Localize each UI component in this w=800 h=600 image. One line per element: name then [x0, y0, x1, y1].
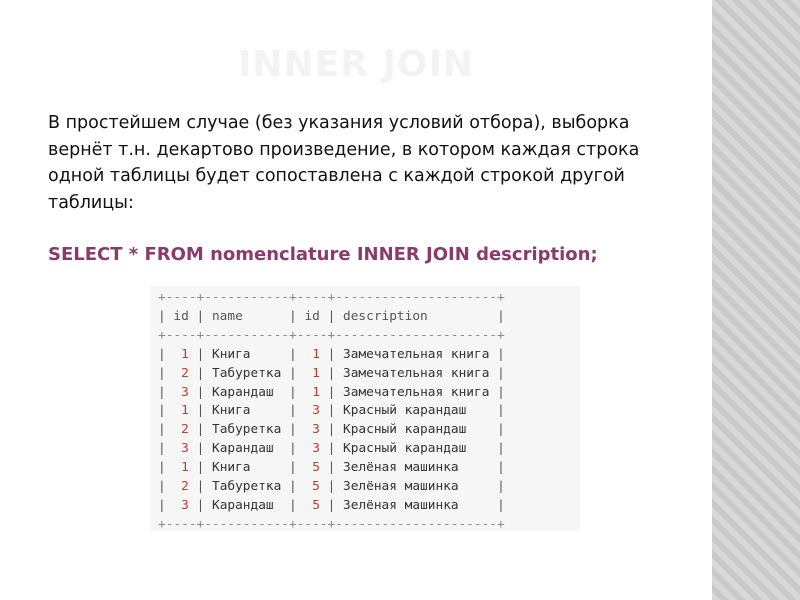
table-cell: 2 — [181, 479, 189, 495]
column-divider: | — [319, 441, 344, 457]
column-divider: | — [281, 346, 305, 362]
sql-query: SELECT * FROM nomenclature INNER JOIN description; — [48, 244, 598, 265]
column-divider: | — [158, 460, 174, 476]
table-cell: 3 — [181, 384, 189, 400]
table-cell: Красный карандаш — [343, 441, 467, 457]
column-divider: | — [188, 441, 212, 457]
table-cell: 3 — [312, 441, 320, 457]
table-column-header: name — [211, 308, 243, 324]
table-cell: Красный карандаш — [343, 403, 467, 419]
query-result-table — [150, 286, 580, 531]
column-divider: | — [319, 460, 344, 476]
table-cell: 5 — [312, 479, 320, 495]
table-cell: 3 — [312, 403, 320, 419]
column-divider: | — [188, 497, 212, 513]
table-cell: 2 — [181, 365, 189, 381]
table-cell: 5 — [312, 497, 320, 513]
table-cell: Карандаш — [211, 441, 274, 457]
table-column-header: description — [343, 308, 428, 324]
table-cell: Замечательная книга — [343, 365, 490, 381]
column-divider: | — [158, 346, 174, 362]
table-cell: Замечательная книга — [343, 346, 490, 362]
column-divider: | — [319, 422, 344, 438]
table-cell: Замечательная книга — [343, 384, 490, 400]
column-divider: | — [319, 479, 344, 495]
table-cell: 1 — [312, 346, 320, 362]
column-divider: | — [188, 403, 212, 419]
table-cell: Красный карандаш — [343, 422, 467, 438]
table-column-header: id — [304, 308, 320, 324]
column-divider: | — [188, 365, 212, 381]
table-row — [158, 460, 505, 475]
table-cell: Карандаш — [211, 497, 274, 513]
table-row — [158, 385, 505, 400]
column-divider: | — [489, 422, 505, 438]
table-cell: 1 — [181, 346, 189, 362]
column-divider: | — [489, 479, 505, 495]
table-cell: 1 — [181, 403, 189, 419]
table-cell: Книга — [211, 403, 251, 419]
table-cell: 3 — [181, 497, 189, 513]
table-cell: Табуретка — [211, 479, 282, 495]
column-divider: | — [489, 441, 505, 457]
table-row — [158, 403, 505, 418]
table-row — [158, 441, 505, 456]
column-divider: | — [281, 308, 305, 324]
column-divider: | — [319, 365, 344, 381]
column-divider: | — [489, 365, 505, 381]
table-separator-line: +----+-----------+----+---------------------+ — [158, 516, 505, 532]
decorative-side-stripe — [712, 0, 800, 600]
table-cell: Книга — [211, 460, 251, 476]
table-cell: Зелёная машинка — [343, 497, 459, 513]
column-divider: | — [489, 497, 505, 513]
table-cell: Табуретка — [211, 365, 282, 381]
table-cell: 1 — [181, 460, 189, 476]
table-cell: Зелёная машинка — [343, 479, 459, 495]
column-divider: | — [158, 308, 174, 324]
table-header-row — [158, 309, 505, 324]
column-divider: | — [281, 403, 305, 419]
column-divider: | — [281, 479, 305, 495]
table-cell: 2 — [181, 422, 189, 438]
column-divider: | — [489, 403, 505, 419]
slide-body-text: В простейшем случае (без указания условий отбора), выборка вернёт т.н. декартово произведение, в котором каждая строка одной таблицы будет сопоставлена с каждой строкой другой таблицы: — [48, 113, 640, 213]
column-divider: | — [319, 497, 344, 513]
column-divider: | — [188, 308, 212, 324]
column-divider: | — [489, 384, 505, 400]
table-row — [158, 422, 505, 437]
column-divider: | — [281, 422, 305, 438]
table-cell: 3 — [181, 441, 189, 457]
table-separator-line: +----+-----------+----+---------------------+ — [158, 290, 505, 305]
table-cell: 1 — [312, 365, 320, 381]
column-divider: | — [281, 384, 305, 400]
column-divider: | — [158, 479, 174, 495]
table-cell: Зелёная машинка — [343, 460, 459, 476]
column-divider: | — [281, 441, 305, 457]
column-divider: | — [188, 479, 212, 495]
column-divider: | — [188, 384, 212, 400]
column-divider: | — [281, 460, 305, 476]
column-divider: | — [158, 365, 174, 381]
column-divider: | — [158, 497, 174, 513]
table-row — [158, 366, 505, 381]
column-divider: | — [489, 308, 505, 324]
table-row — [158, 498, 505, 513]
table-row — [158, 479, 505, 494]
table-separator-line: +----+-----------+----+---------------------+ — [158, 327, 505, 343]
column-divider: | — [188, 346, 212, 362]
column-divider: | — [319, 384, 344, 400]
column-divider: | — [281, 497, 305, 513]
column-divider: | — [158, 441, 174, 457]
table-row — [158, 347, 505, 362]
column-divider: | — [489, 346, 505, 362]
column-divider: | — [319, 308, 343, 324]
table-column-header: id — [173, 308, 189, 324]
column-divider: | — [158, 422, 174, 438]
column-divider: | — [489, 460, 505, 476]
table-cell: 3 — [312, 422, 320, 438]
column-divider: | — [158, 403, 174, 419]
column-divider: | — [188, 460, 212, 476]
column-divider: | — [188, 422, 212, 438]
table-cell: 1 — [312, 384, 320, 400]
table-cell: Книга — [211, 346, 251, 362]
column-divider: | — [281, 365, 305, 381]
table-cell: 5 — [312, 460, 320, 476]
slide-title: INNER JOIN — [237, 44, 475, 85]
column-divider: | — [158, 384, 174, 400]
column-divider: | — [319, 346, 344, 362]
result-table-text — [150, 286, 580, 535]
column-divider: | — [319, 403, 344, 419]
table-cell: Табуретка — [211, 422, 282, 438]
table-cell: Карандаш — [211, 384, 274, 400]
